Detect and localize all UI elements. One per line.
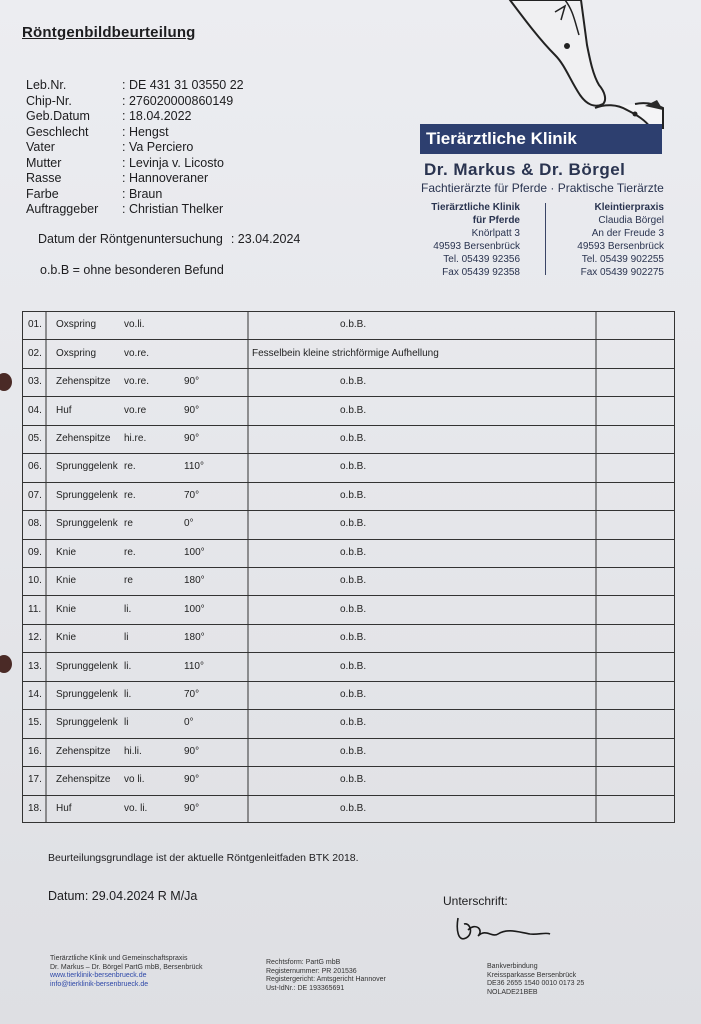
patient-info-value: : Hannoveraner [122, 171, 209, 185]
footer-line: Rechtsform: PartG mbB [266, 959, 341, 966]
row-number: 01. [28, 319, 42, 331]
finding-result: o.b.B. [340, 774, 367, 786]
signature-label: Unterschrift: [443, 894, 508, 908]
patient-info-label: Leb.Nr. [26, 78, 67, 92]
row-number: 12. [28, 632, 42, 644]
abbreviation-note: o.b.B = ohne besonderen Befund [40, 263, 224, 277]
footer-line: NOLADE21BEB [487, 988, 538, 996]
row-number: 18. [28, 802, 42, 814]
address-divider [545, 203, 546, 275]
patient-info-label: Rasse [26, 171, 62, 185]
row-number: 02. [28, 347, 42, 359]
row-number: 07. [28, 489, 42, 501]
address-name: Claudia Börgel [598, 215, 664, 226]
body-side: vo.re. [124, 376, 150, 388]
patient-info-value: : DE 431 31 03550 22 [122, 78, 244, 92]
body-side: re. [124, 489, 136, 501]
patient-info-row [26, 94, 244, 110]
body-side: li. [124, 603, 132, 615]
address-heading: Tierärztliche Klinik [431, 202, 520, 213]
address-fax: Fax 05439 902275 [580, 267, 664, 278]
footer-bank [487, 963, 584, 997]
findings-table [22, 311, 675, 823]
patient-info-value: : Braun [122, 186, 163, 201]
finding-result: Fesselbein kleine strichförmige Aufhellung [252, 347, 439, 359]
body-region: Knie [56, 575, 77, 587]
footer-line: Dr. Markus – Dr. Börgel PartG mbB, Bersenbrück [50, 963, 203, 971]
footer-line: Bankverbindung [487, 963, 538, 970]
projection-angle: 0° [184, 717, 194, 729]
finding-result: o.b.B. [340, 433, 367, 444]
body-region: Knie [56, 632, 77, 644]
body-side: vo.li. [124, 319, 145, 331]
row-number: 13. [28, 660, 42, 672]
clinic-address-small-animals [552, 201, 664, 279]
row-number: 11. [28, 603, 42, 615]
projection-angle: 180° [184, 632, 205, 644]
projection-angle: 90° [184, 376, 200, 388]
body-side: li. [124, 689, 132, 700]
body-region: Zehenspitze [56, 376, 111, 388]
finding-result: o.b.B. [340, 660, 367, 672]
body-region: Zehenspitze [56, 433, 111, 444]
patient-info [26, 78, 244, 218]
body-region: Huf [56, 802, 72, 814]
exam-date-line [38, 232, 300, 246]
finding-result: o.b.B. [340, 404, 367, 416]
horse-dog-logo [495, 0, 701, 135]
address-fax: Fax 05439 92358 [442, 267, 520, 278]
projection-angle: 90° [184, 802, 200, 814]
row-number: 14. [28, 689, 42, 700]
body-side: re. [124, 546, 136, 558]
signature-mark [452, 908, 552, 948]
finding-result: o.b.B. [340, 745, 367, 757]
projection-angle: 110° [184, 660, 204, 672]
body-side: vo.re. [124, 347, 150, 359]
footer-line: Registernummer: PR 201536 [266, 967, 357, 975]
body-side: re [124, 518, 133, 530]
patient-info-row [26, 78, 244, 94]
body-region: Zehenspitze [56, 745, 111, 757]
patient-info-value: : Christian Thelker [122, 202, 224, 216]
document-title: Röntgenbildbeurteilung [22, 24, 196, 41]
patient-info-label: Farbe [26, 186, 59, 201]
footer-line[interactable]: www.tierklinik-bersenbrueck.de [50, 972, 147, 979]
body-region: Sprunggelenk [56, 489, 118, 501]
body-region: Oxspring [56, 319, 97, 331]
report-date: Datum: 29.04.2024 R M/Ja [48, 889, 198, 903]
row-number: 15. [28, 717, 42, 729]
footer-line: Ust-IdNr.: DE 193365691 [266, 984, 345, 992]
row-number: 08. [28, 518, 42, 530]
patient-info-row [26, 187, 244, 203]
patient-info-label: Geb.Datum [26, 109, 90, 123]
body-region: Huf [56, 404, 72, 416]
finding-result: o.b.B. [340, 319, 367, 331]
patient-info-row [26, 125, 244, 141]
patient-info-row [26, 140, 244, 156]
finding-result: o.b.B. [340, 717, 367, 729]
projection-angle: 90° [184, 433, 200, 444]
patient-info-row [26, 109, 244, 125]
exam-date-value: : 23.04.2024 [230, 232, 301, 246]
finding-result: o.b.B. [340, 689, 367, 700]
row-number: 05. [28, 433, 42, 444]
body-side: vo li. [124, 774, 145, 786]
body-region: Knie [56, 603, 77, 615]
finding-result: o.b.B. [340, 632, 367, 644]
patient-info-row [26, 156, 244, 172]
row-number: 09. [28, 546, 42, 558]
punch-hole [0, 373, 12, 391]
clinic-speciality: Fachtierärzte für Pferde · Praktische Tierärzte [421, 181, 664, 195]
body-region: Sprunggelenk [56, 689, 118, 700]
clinic-address-horses [410, 201, 520, 279]
footer-line: DE36 2655 1540 0010 0173 25 [487, 980, 585, 987]
patient-info-label: Geschlecht [26, 124, 89, 139]
finding-result: o.b.B. [340, 575, 367, 587]
row-number: 17. [28, 774, 42, 786]
footer-line: Tierärztliche Klinik und Gemeinschaftspraxis [50, 955, 188, 962]
projection-angle: 100° [184, 603, 205, 615]
assessment-basis: Beurteilungsgrundlage ist der aktuelle Röntgenleitfaden BTK 2018. [48, 852, 359, 864]
body-region: Knie [56, 546, 77, 558]
patient-info-value: : Va Perciero [122, 140, 194, 154]
address-tel: Tel. 05439 902255 [581, 254, 664, 265]
address-city: 49593 Bersenbrück [433, 241, 520, 252]
finding-result: o.b.B. [340, 461, 367, 473]
row-number: 16. [28, 745, 42, 757]
body-region: Zehenspitze [56, 774, 111, 786]
row-number: 10. [28, 575, 42, 587]
patient-info-label: Auftraggeber [26, 202, 99, 216]
patient-info-value: : Hengst [122, 124, 169, 139]
projection-angle: 70° [184, 489, 200, 501]
body-side: li. [124, 660, 132, 672]
body-region: Sprunggelenk [56, 461, 118, 473]
body-side: hi.li. [124, 745, 142, 757]
body-side: li [124, 717, 129, 729]
finding-result: o.b.B. [340, 603, 367, 615]
body-side: hi.re. [124, 433, 147, 444]
body-side: vo.re [124, 404, 147, 416]
address-street: An der Freude 3 [591, 228, 664, 239]
patient-info-value: : Levinja v. Licosto [122, 155, 224, 170]
patient-info-label: Vater [26, 140, 55, 154]
body-side: vo. li. [124, 802, 148, 814]
footer-legal [266, 959, 386, 993]
row-number: 04. [28, 404, 42, 416]
projection-angle: 180° [184, 575, 205, 587]
patient-info-value: : 18.04.2022 [122, 109, 192, 123]
finding-result: o.b.B. [340, 376, 367, 388]
row-number: 03. [28, 376, 42, 388]
footer-line: Kreissparkasse Bersenbrück [487, 971, 577, 979]
clinic-banner: Tierärztliche Klinik [420, 124, 662, 154]
body-region: Sprunggelenk [56, 660, 118, 672]
body-side: re. [124, 461, 136, 473]
address-city: 49593 Bersenbrück [577, 241, 664, 252]
projection-angle: 90° [184, 745, 200, 757]
punch-hole [0, 655, 12, 673]
projection-angle: 100° [184, 546, 205, 558]
patient-info-label: Mutter [26, 155, 62, 170]
address-tel: Tel. 05439 92356 [443, 254, 520, 265]
row-number: 06. [28, 461, 42, 473]
patient-info-label: Chip-Nr. [26, 93, 72, 108]
finding-result: o.b.B. [340, 546, 367, 558]
projection-angle: 0° [184, 518, 194, 530]
footer-clinic [50, 955, 203, 989]
address-street: Knörlpatt 3 [471, 228, 520, 239]
patient-info-row [26, 171, 244, 187]
finding-result: o.b.B. [340, 518, 367, 530]
body-region: Oxspring [56, 347, 97, 359]
body-side: li [124, 632, 129, 644]
exam-date-label: Datum der Röntgenuntersuchung [38, 232, 223, 246]
projection-angle: 70° [184, 689, 200, 700]
projection-angle: 90° [184, 774, 200, 786]
doctors-names: Dr. Markus & Dr. Börgel [424, 160, 626, 179]
body-side: re [124, 575, 133, 587]
footer-line: Registergericht: Amtsgericht Hannover [266, 976, 386, 983]
projection-angle: 90° [184, 404, 200, 416]
body-region: Sprunggelenk [56, 518, 118, 530]
finding-result: o.b.B. [340, 802, 367, 814]
footer-line[interactable]: info@tierklinik-bersenbrueck.de [50, 980, 149, 988]
address-heading: Kleintierpraxis [594, 202, 664, 213]
finding-result: o.b.B. [340, 489, 367, 501]
patient-info-value: : 276020000860149 [122, 93, 234, 108]
projection-angle: 110° [184, 461, 204, 473]
patient-info-row [26, 202, 244, 218]
body-region: Sprunggelenk [56, 717, 118, 729]
address-subheading: für Pferde [472, 215, 520, 226]
